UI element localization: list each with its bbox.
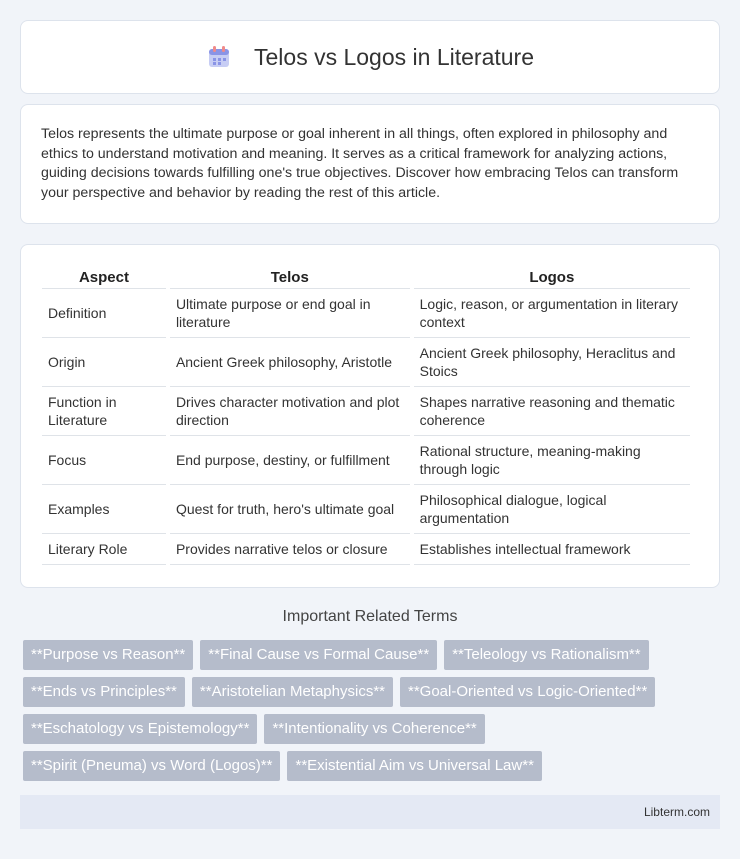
footer-site-link[interactable]: Libterm.com bbox=[643, 805, 710, 819]
column-header-telos: Telos bbox=[170, 265, 410, 289]
table-cell: Logic, reason, or argumentation in literary context bbox=[414, 289, 690, 338]
related-term-tag[interactable]: **Intentionality vs Coherence** bbox=[264, 714, 484, 744]
table-header-row bbox=[42, 265, 690, 289]
table-row bbox=[42, 338, 690, 387]
column-header-aspect: Aspect bbox=[42, 265, 166, 289]
table-cell: Ancient Greek philosophy, Heraclitus and Stoics bbox=[414, 338, 690, 387]
table-row bbox=[42, 289, 690, 338]
related-term-tag[interactable]: **Ends vs Principles** bbox=[23, 677, 185, 707]
table-cell: End purpose, destiny, or fulfillment bbox=[170, 436, 410, 485]
table-cell: Drives character motivation and plot direction bbox=[170, 387, 410, 436]
related-terms-heading: Important Related Terms bbox=[282, 608, 458, 625]
table-cell: Shapes narrative reasoning and thematic coherence bbox=[414, 387, 690, 436]
related-term-tag[interactable]: **Existential Aim vs Universal Law** bbox=[287, 751, 541, 781]
table-cell: Establishes intellectual framework bbox=[414, 534, 690, 565]
table-row bbox=[42, 387, 690, 436]
table-cell: Ancient Greek philosophy, Aristotle bbox=[170, 338, 410, 387]
column-header-logos: Logos bbox=[414, 265, 690, 289]
table-cell: Rational structure, meaning-making through logic bbox=[414, 436, 690, 485]
related-term-tag[interactable]: **Aristotelian Metaphysics** bbox=[192, 677, 393, 707]
table-cell: Literary Role bbox=[42, 534, 166, 565]
intro-card bbox=[20, 104, 720, 224]
table-cell: Focus bbox=[42, 436, 166, 485]
related-term-tag[interactable]: **Final Cause vs Formal Cause** bbox=[200, 640, 437, 670]
related-term-tag[interactable]: **Goal-Oriented vs Logic-Oriented** bbox=[400, 677, 655, 707]
related-term-tag[interactable]: **Eschatology vs Epistemology** bbox=[23, 714, 257, 744]
table-cell: Quest for truth, hero's ultimate goal bbox=[170, 485, 410, 534]
intro-text: Telos represents the ultimate purpose or goal inherent in all things, often explored in philosophy and ethics to understand motivation and meaning. It serves as a critical framework for analyzing actions, guiding decisions towards fulfilling one's true objectives. Discover how embracing Telos can transform your perspective and behavior by reading the rest of this article. bbox=[41, 126, 679, 201]
table-cell: Ultimate purpose or end goal in literature bbox=[170, 289, 410, 338]
comparison-table-card bbox=[20, 244, 720, 588]
calendar-icon bbox=[206, 44, 232, 70]
table-cell: Definition bbox=[42, 289, 166, 338]
table-row bbox=[42, 436, 690, 485]
related-terms-list bbox=[23, 640, 723, 788]
table-row bbox=[42, 534, 690, 565]
related-term-tag[interactable]: **Teleology vs Rationalism** bbox=[444, 640, 648, 670]
related-term-tag[interactable]: **Spirit (Pneuma) vs Word (Logos)** bbox=[23, 751, 280, 781]
table-cell: Examples bbox=[42, 485, 166, 534]
table-cell: Provides narrative telos or closure bbox=[170, 534, 410, 565]
table-cell: Philosophical dialogue, logical argumentation bbox=[414, 485, 690, 534]
comparison-table bbox=[38, 265, 694, 565]
footer bbox=[20, 795, 720, 829]
header-card bbox=[20, 20, 720, 94]
related-term-tag[interactable]: **Purpose vs Reason** bbox=[23, 640, 193, 670]
table-row bbox=[42, 485, 690, 534]
page-title: Telos vs Logos in Literature bbox=[254, 43, 534, 70]
table-cell: Origin bbox=[42, 338, 166, 387]
table-cell: Function in Literature bbox=[42, 387, 166, 436]
